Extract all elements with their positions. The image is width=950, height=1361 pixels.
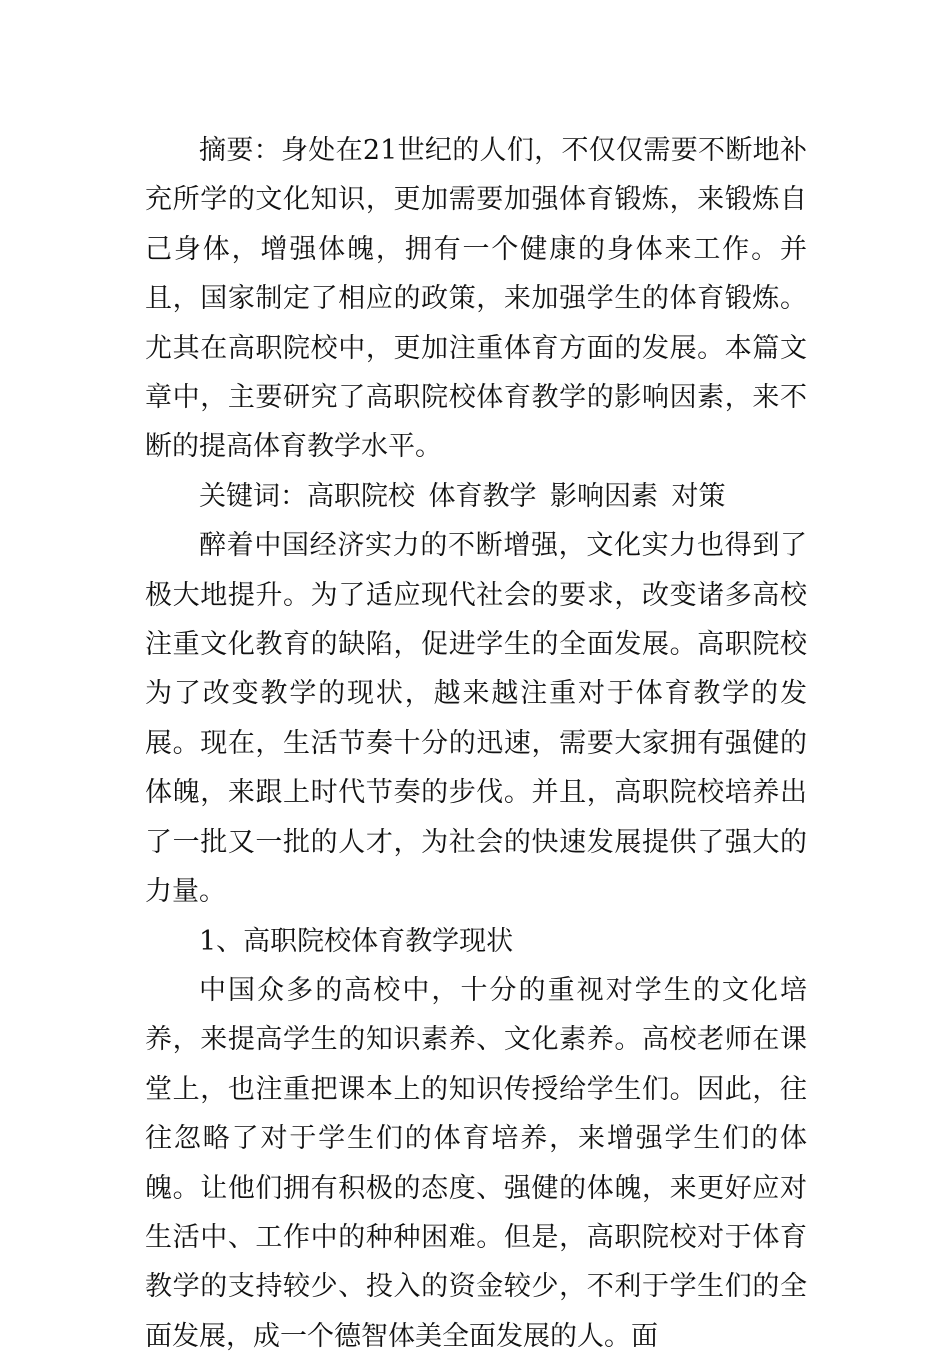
intro-paragraph: 醉着中国经济实力的不断增强，文化实力也得到了极大地提升。为了适应现代社会的要求，改变诸多高校注重文化教育的缺陷，促进学生的全面发展。高职院校为了改变教学的现状，越来越注重对于体育教学的发展。现在，生活节奏十分的迅速，需要大家拥有强健的体魄，来跟上时代节奏的步伐。并且，高职院校培养出了一批又一批的人才，为社会的快速发展提供了强大的力量。 xyxy=(145,530,807,908)
section-heading: 1、高职院校体育教学现状 xyxy=(199,925,514,957)
keywords-label: 关键词： xyxy=(199,480,307,512)
keywords-line xyxy=(145,472,807,521)
document-page xyxy=(145,126,807,1361)
keyword-item: 影响因素 xyxy=(550,480,658,512)
section-paragraph: 中国众多的高校中，十分的重视对学生的文化培养，来提高学生的知识素养、文化素养。高校老师在课堂上，也注重把课本上的知识传授给学生们。因此，往往忽略了对于学生们的体育培养，来增强学生们的体魄。让他们拥有积极的态度、强健的体魄，来更好应对生活中、工作中的种种困难。但是，高职院校对于体育教学的支持较少、投入的资金较少，不利于学生们的全面发展，成一个德智体美全面发展的人。面 xyxy=(145,974,807,1352)
keyword-item: 对策 xyxy=(671,480,726,512)
keyword-item: 体育教学 xyxy=(428,480,537,512)
abstract-label: 摘要： xyxy=(199,135,281,166)
abstract-text: 身处在21世纪的人们，不仅仅需要不断地补充所学的文化知识，更加需要加强体育锻炼，来锻炼自己身体，增强体魄，拥有一个健康的身体来工作。并且，国家制定了相应的政策，来加强学生的体育锻炼。尤其在高职院校中，更加注重体育方面的发展。本篇文章中，主要研究了高职院校体育教学的影响因素，来不断的提高体育教学水平。 xyxy=(145,135,808,463)
keyword-item: 高职院校 xyxy=(307,480,415,512)
abstract-paragraph xyxy=(145,126,807,472)
